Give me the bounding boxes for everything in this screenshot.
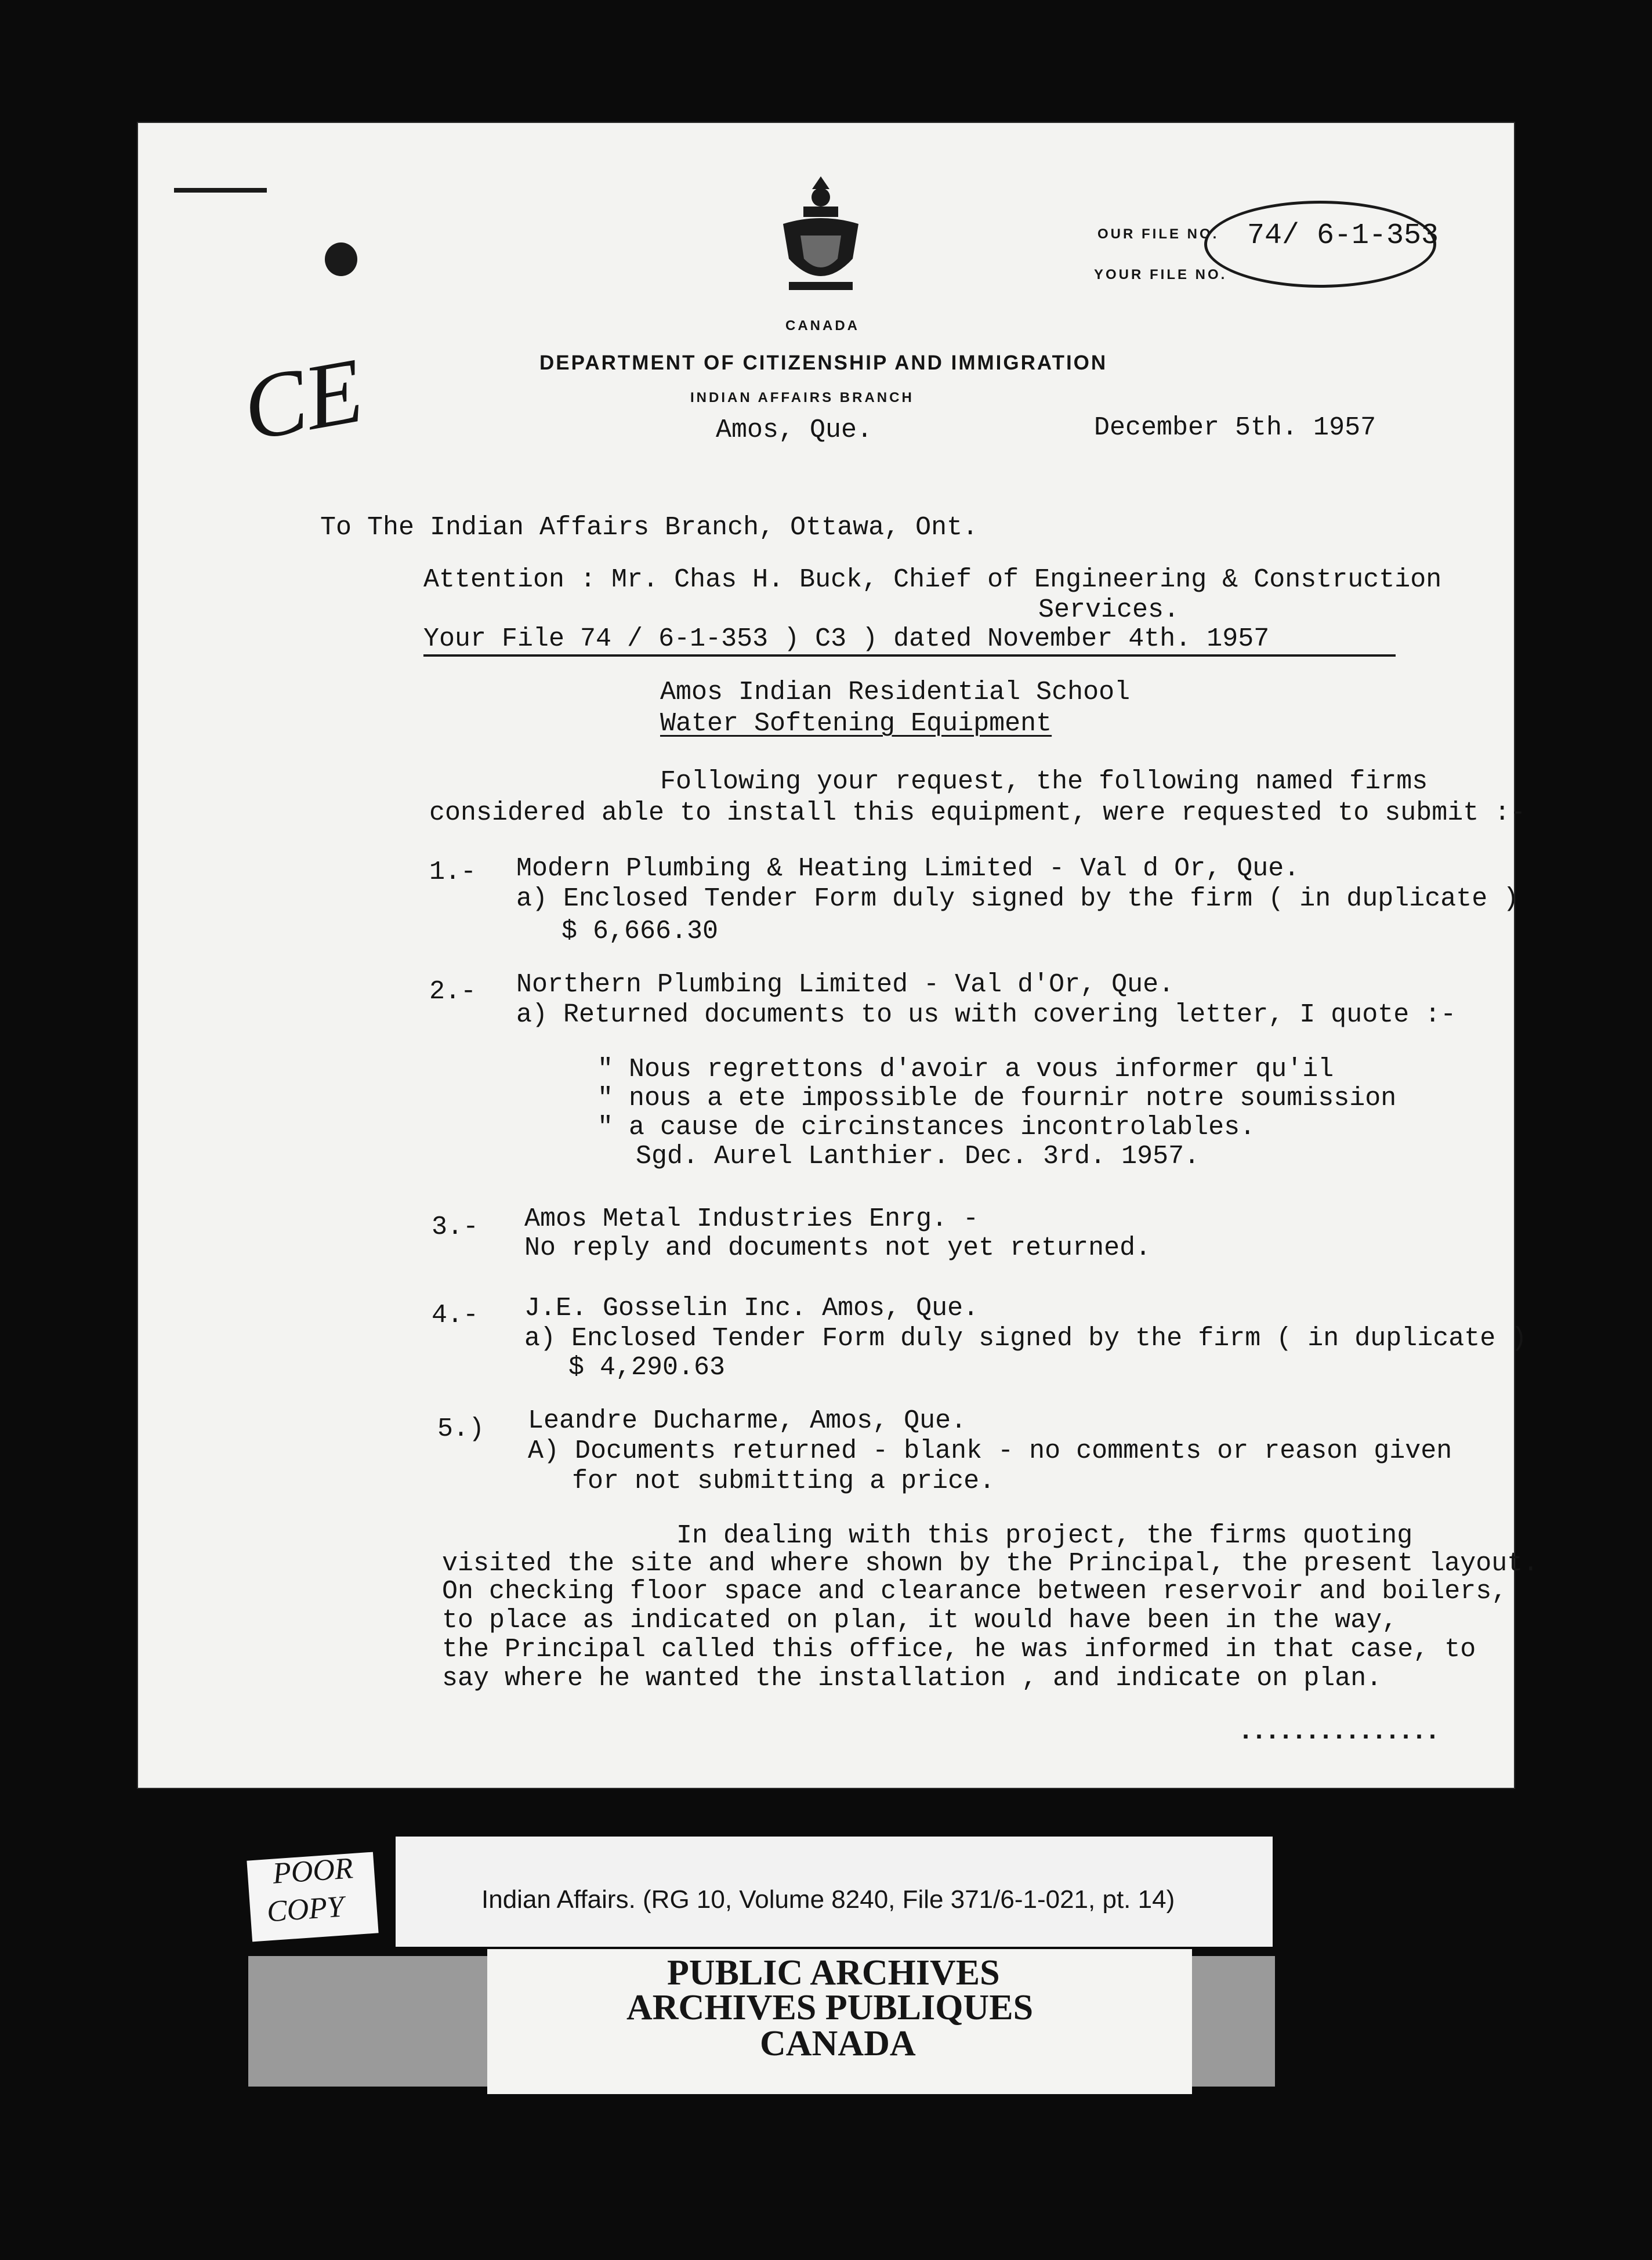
item-line: a) Returned documents to us with covering letter, I quote :-: [516, 1000, 1457, 1030]
letterhead-country: CANADA: [785, 318, 860, 334]
attention-line-2: Services.: [1038, 595, 1180, 625]
quote-line: " nous a ete impossible de fournir notre soumission: [597, 1084, 1397, 1113]
item-number: 4.-: [432, 1301, 479, 1330]
closing-line: the Principal called this office, he was informed in that case, to: [442, 1635, 1476, 1664]
item-line: Northern Plumbing Limited - Val d'Or, Que.: [516, 970, 1175, 999]
item-number: 5.): [437, 1414, 485, 1444]
poor-copy-text: POOR: [271, 1852, 354, 1890]
archive-stamp-line: CANADA: [760, 2024, 916, 2063]
item-amount: $ 4,290.63: [568, 1353, 726, 1382]
subject-line-2: Water Softening Equipment: [660, 709, 1052, 738]
item-number: 3.-: [432, 1212, 479, 1242]
closing-line: In dealing with this project, the firms quoting: [676, 1521, 1413, 1551]
addressee: To The Indian Affairs Branch, Ottawa, Ont.: [320, 513, 979, 542]
letterhead-department: DEPARTMENT OF CITIZENSHIP AND IMMIGRATION: [539, 352, 1108, 374]
our-file-value: 74/ 6-1-353: [1247, 219, 1439, 252]
item-line: A) Documents returned - blank - no comments or reason given: [528, 1436, 1452, 1466]
reference-line: Your File 74 / 6-1-353 ) C3 ) dated November 4th. 1957: [423, 624, 1270, 654]
quote-signature: Sgd. Aurel Lanthier. Dec. 3rd. 1957.: [636, 1142, 1200, 1171]
handwritten-initials: CE: [236, 338, 371, 461]
intro-line-1: Following your request, the following named firms: [660, 767, 1428, 796]
archive-reference: Indian Affairs. (RG 10, Volume 8240, File 371/6-1-021, pt. 14): [481, 1885, 1175, 1914]
item-line: for not submitting a price.: [572, 1466, 995, 1496]
reference-underline: [423, 654, 1396, 657]
item-line: Amos Metal Industries Enrg. -: [524, 1204, 979, 1234]
item-line: Modern Plumbing & Heating Limited - Val d Or, Que.: [516, 854, 1300, 883]
item-line: Leandre Ducharme, Amos, Que.: [528, 1406, 967, 1436]
poor-copy-text: COPY: [266, 1890, 345, 1929]
item-line: a) Enclosed Tender Form duly signed by the firm ( in duplicate ): [516, 884, 1519, 914]
canada-coat-of-arms: [777, 172, 864, 305]
continuation-dots: ...............: [1238, 1717, 1439, 1747]
scan-mark: [174, 188, 267, 193]
item-line: a) Enclosed Tender Form duly signed by the firm ( in duplicate ): [524, 1324, 1527, 1353]
our-file-label: OUR FILE NO.: [1097, 226, 1219, 242]
letter-date: December 5th. 1957: [1094, 413, 1376, 443]
item-line: No reply and documents not yet returned.: [524, 1233, 1151, 1263]
punch-hole: [325, 242, 357, 276]
archive-stamp-line: PUBLIC ARCHIVES: [667, 1953, 1000, 1993]
quote-line: " Nous regrettons d'avoir a vous informer qu'il: [597, 1055, 1334, 1084]
closing-line: visited the site and where shown by the Principal, the present layout.: [442, 1549, 1539, 1578]
closing-line: to place as indicated on plan, it would have been in the way,: [442, 1606, 1398, 1635]
item-number: 2.-: [429, 977, 477, 1006]
item-amount: $ 6,666.30: [561, 917, 719, 946]
intro-line-2: considered able to install this equipment, were requested to submit :-: [429, 798, 1526, 828]
archive-stamp-line: ARCHIVES PUBLIQUES: [626, 1988, 1034, 2027]
item-line: J.E. Gosselin Inc. Amos, Que.: [524, 1294, 979, 1323]
attention-line: Attention : Mr. Chas H. Buck, Chief of Engineering & Construction: [423, 565, 1442, 595]
letterhead-branch: INDIAN AFFAIRS BRANCH: [690, 390, 914, 405]
quote-line: " a cause de circinstances incontrolables.: [597, 1113, 1256, 1142]
closing-line: On checking floor space and clearance between reservoir and boilers,: [442, 1577, 1508, 1606]
subject-line-1: Amos Indian Residential School: [660, 678, 1131, 707]
your-file-label: YOUR FILE NO.: [1094, 267, 1227, 282]
item-number: 1.-: [429, 857, 477, 887]
letterhead-place: Amos, Que.: [716, 415, 873, 445]
closing-line: say where he wanted the installation , and indicate on plan.: [442, 1664, 1382, 1693]
